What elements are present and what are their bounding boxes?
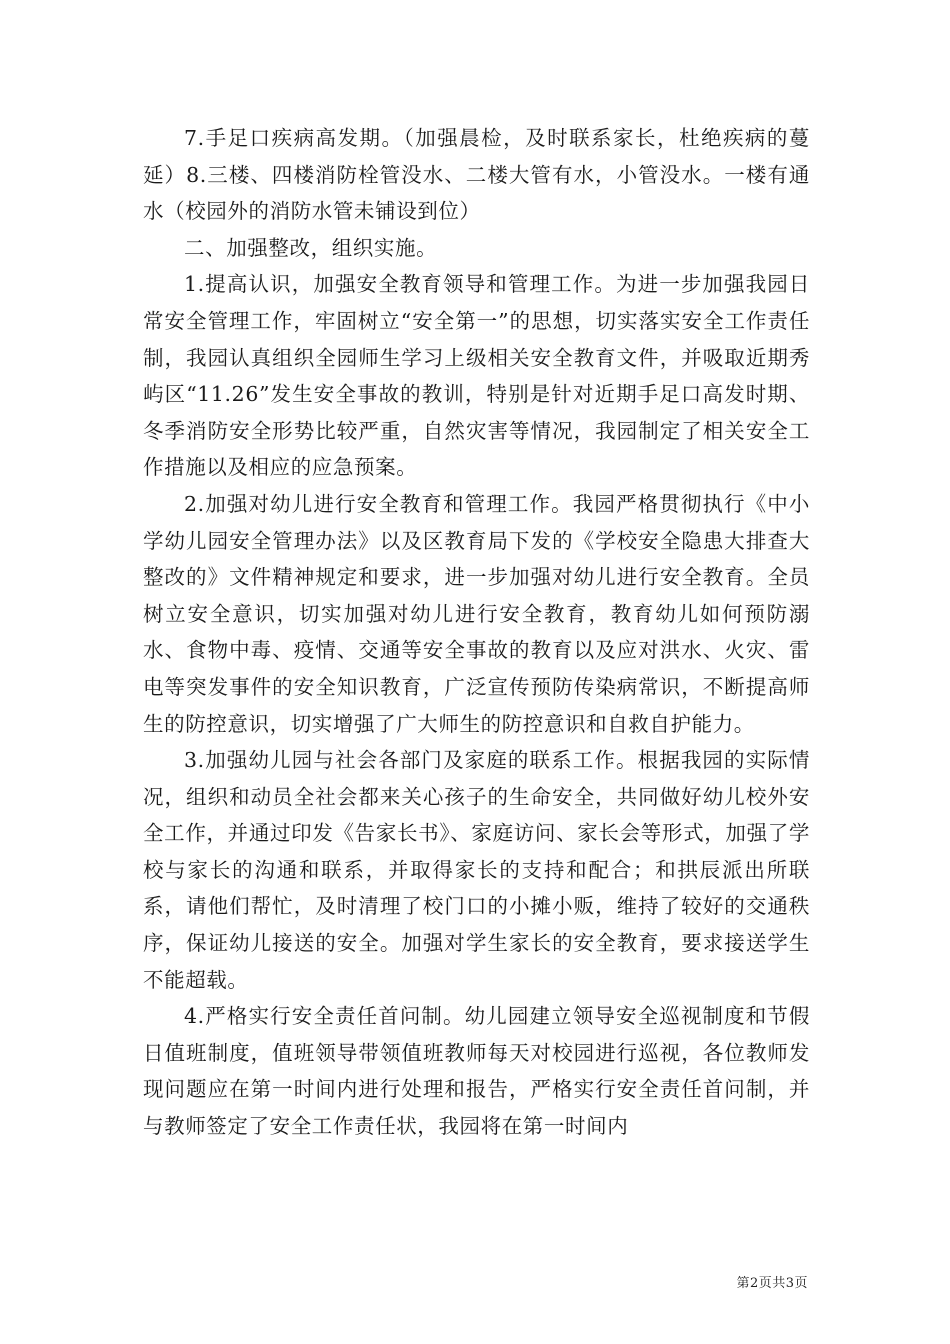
section-heading-rectification: 二、加强整改，组织实施。 xyxy=(184,235,438,260)
paragraph-measure-4: 4.严格实行安全责任首问制。幼儿园建立领导安全巡视制度和节假日值班制度，值班领导带领值班教师每天对校园进行巡视，各位教师发现问题应在第一时间内进行处理和报告，严格实行安全责任首问制，并与教师签定了安全工作责任状，我园将在第一时间内 xyxy=(143,1004,810,1139)
paragraph-measure-3: 3.加强幼儿园与社会各部门及家庭的联系工作。根据我园的实际情况，组织和动员全社会都来关心孩子的生命安全，共同做好幼儿校外安全工作，并通过印发《告家长书》、家庭访问、家长会等形式，加强了学校与家长的沟通和联系，并取得家长的支持和配合；和拱辰派出所联系，请他们帮忙，及时清理了校门口的小摊小贩，维持了较好的交通秩序，保证幼儿接送的安全。加强对学生家长的安全教育，要求接送学生不能超载。 xyxy=(143,748,810,992)
paragraph-measure-1: 1.提高认识，加强安全教育领导和管理工作。为进一步加强我园日常安全管理工作，牢固树立“安全第一”的思想，切实落实安全工作责任制，我园认真组织全园师生学习上级相关安全教育文件，并吸取近期秀屿区“11.26”发生安全事故的教训，特别是针对近期手足口高发时期、冬季消防安全形势比较严重，自然灾害等情况，我园制定了相关安全工作措施以及相应的应急预案。 xyxy=(143,272,810,480)
paragraph-measure-2: 2.加强对幼儿进行安全教育和管理工作。我园严格贯彻执行《中小学幼儿园安全管理办法》以及区教育局下发的《学校安全隐患大排查大整改的》文件精神规定和要求，进一步加强对幼儿进行安全教育。全员树立安全意识，切实加强对幼儿进行安全教育，教育幼儿如何预防溺水、食物中毒、疫情、交通等安全事故的教育以及应对洪水、火灾、雷电等突发事件的安全知识教育，广泛宣传预防传染病常识，不断提高师生的防控意识，切实增强了广大师生的防控意识和自救自护能力。 xyxy=(143,491,810,736)
page-number: 第2页共3页 xyxy=(736,1276,808,1291)
paragraph-hazard-7: 7.手足口疾病高发期。（加强晨检，及时联系家长，杜绝疾病的蔓延）8.三楼、四楼消防栓管没水、二楼大管有水，小管没水。一楼有通水（校园外的消防水管未铺设到位） xyxy=(143,126,810,224)
document-body xyxy=(143,120,810,1145)
